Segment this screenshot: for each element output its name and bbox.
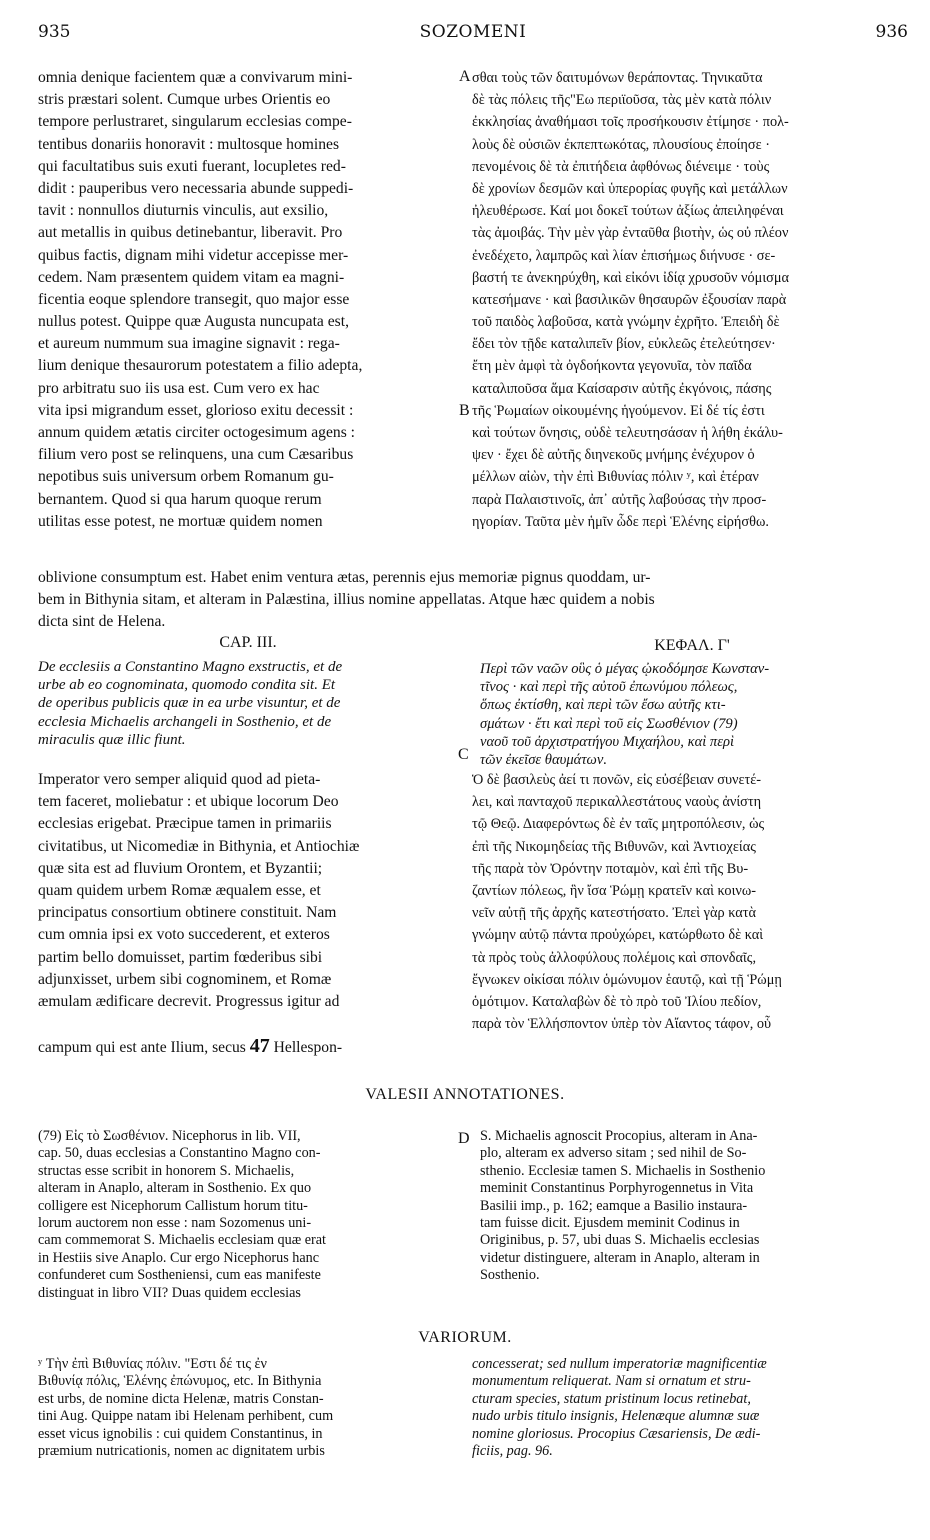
greek-chapter-title-line: τῖνος · καὶ περὶ τῆς αὐτοῦ ἐπωνύμου πόλεως, <box>480 679 738 696</box>
greek-text-line: τὰ πρὸς τοὺς ἀλλοφύλους πολέμοις καὶ σπονδαῖς, <box>472 949 757 966</box>
latin-text-line: tentibus donariis honoravit : multosque homines <box>38 135 340 153</box>
latin-text-line: annum quidem ætatis circiter octogesimum agens : <box>38 424 355 441</box>
greek-text-line: νεῖν αὐτῇ τῆς ἀρχῆς κατεστήσατο. Ἐπεὶ γὰρ κατὰ <box>472 905 757 922</box>
latin-text-line: tavit : nonnullos diuturnis vinculis, aut exsilio, <box>38 202 329 220</box>
greek-text-line: παρὰ τὸν Ἑλλήσποντον ὑπὲρ τὸν Αἴαντος τάφον, οὗ <box>472 1016 772 1033</box>
latin-text-line: pro arbitratu suo iis usa est. Cum vero ex hac <box>38 379 320 397</box>
greek-text-line: ηγορίαν. Ταῦτα μὲν ἡμῖν ὧδε περὶ Ἑλένης εἰρήσθω. <box>472 513 769 530</box>
latin-text-line: quibus factis, dignam mihi videtur accepisse mer- <box>38 246 349 264</box>
latin-text-line: quam quidem urbem Romæ æqualem esse, et <box>38 881 321 899</box>
greek-text-line: δὲ χρονίων δεσμῶν καὶ ὑπερορίας φυγῆς καὶ μετάλλων <box>472 180 788 197</box>
greek-text-line: καὶ τούτων ὄνησις, οὐδὲ τελευτησάσαν ἡ λήθη ἐκάλυ- <box>472 425 783 441</box>
annotation-line: cam commemorat S. Michaelis ecclesiam quæ erat <box>38 1232 326 1249</box>
latin-text-line: cum omnia ipsi ex voto succederent, et exteros <box>38 926 330 944</box>
latin-chapter-title <box>38 658 458 749</box>
latin-text-line: quæ sita est ad fluvium Orontem, et Byzantii; <box>38 859 323 877</box>
greek-column-top <box>472 67 912 533</box>
variorum-line: est urbs, de nomine dicta Helenæ, matris Constan- <box>38 1390 324 1407</box>
latin-text-line: bernantem. Quod si qua harum quoque rerum <box>38 490 322 508</box>
greek-text-line: ἐνεδέχετο, λαμπρῶς καὶ λίαν ἐπισήμως διήνυσε · σε- <box>472 247 776 264</box>
annotation-line: (79) Εἰς τὸ Σωσθένιον. Nicephorus in lib. VII, <box>38 1128 301 1144</box>
latin-text-line: tem faceret, moliebatur : et ubique locorum Deo <box>38 793 339 811</box>
right-page-number: 936 <box>875 22 908 42</box>
latin-last-text-a: campum qui est ante Ilium, secus <box>38 1039 250 1056</box>
latin-last-text-b: Hellespon- <box>269 1039 343 1056</box>
variorum-line: esset vicus ignobilis : cui quidem Constantinus, in <box>38 1425 323 1442</box>
variorum-line: monumentum reliquerat. Nam si ornatum et stru- <box>472 1373 751 1390</box>
greek-text-line: ἠλευθέρωσε. Καί μοι δοκεῖ τούτων ἀξίως ἀπειληφέναι <box>472 203 784 220</box>
greek-text-line: λοὺς δὲ οὐσιῶν ἐκπεπτωκότας, πλουσίους ἐποίησε · <box>472 136 770 153</box>
left-page-number: 935 <box>38 22 71 42</box>
latin-text-line: ecclesias erigebat. Præcipue tamen in primariis <box>38 815 332 833</box>
annotation-line: plo, alteram ex adverso sitam ; sed nihil de So- <box>480 1145 747 1162</box>
margin-marker-d: D <box>458 1130 470 1147</box>
greek-text-line: βαστή τε ἀνεκηρύχθη, καὶ εἰκόνι ἰδίᾳ χρυσοῦν νόμισμα <box>472 269 790 286</box>
annotation-line: in Hestiis sive Anaplo. Cur ergo Nicephorus hanc <box>38 1249 320 1266</box>
greek-text-line: σθαι τοὺς τῶν δαιτυμόνων θεράποντας. Τηνικαῦτα <box>472 70 763 86</box>
latin-text-line: stris præstari solent. Cumque urbes Orientis eo <box>38 91 331 109</box>
greek-text-line: πενομένοις δὲ τὰ ἐπιτήδεια ἀφθόνως διένειμε · τοὺς <box>472 158 770 175</box>
variorum-notes-left <box>38 1356 458 1460</box>
latin-text-line: civitatibus, ut Nicomediæ in Bithynia, et Antiochiæ <box>38 837 360 855</box>
variorum-line: nudo urbis titulo insignis, Helenæque alumnæ suæ <box>472 1408 760 1425</box>
latin-text-line: cedem. Nam præsentem quidem vitam ea magni- <box>38 268 345 286</box>
latin-text-line: utilitas esse potest, ne mortuæ quidem nomen <box>38 512 323 530</box>
annotation-line: tam fuisse dicit. Ejusdem meminit Codinus in <box>480 1214 740 1231</box>
variorum-heading: VARIORUM. <box>418 1329 512 1346</box>
latin-text-line: æmulam ædificare decrevit. Progressus igitur ad <box>38 992 340 1010</box>
greek-text-line: γνώμην αὐτῷ πάντα προὐχώρει, κατώρθωτο δὲ καὶ <box>472 927 764 944</box>
greek-chapter-title <box>480 660 912 769</box>
greek-text-line: κατεσήμανε · καὶ βασιλικῶν θησαυρῶν ἐξουσίαν παρὰ <box>472 291 787 308</box>
variorum-line: cturam species, statum pristinum locus retinebat, <box>472 1390 751 1407</box>
latin-text-line: tempore perlustraret, singularum ecclesias compe- <box>38 113 352 131</box>
valesii-notes-left <box>38 1128 458 1302</box>
latin-text-line: adjunxisset, urbem sibi cognominem, et Romæ <box>38 970 332 988</box>
annotation-line: videtur distinguere, alteram in Anaplo, alteram in <box>480 1249 760 1266</box>
latin-text-line: Imperator vero semper aliquid quod ad pieta- <box>38 771 321 788</box>
greek-text-line: ὁμότιμον. Καταλαβὼν δὲ τὸ πρὸ τοῦ Ἰλίου πεδίον, <box>472 993 762 1010</box>
annotation-line: distinguat in libro VII? Duas quidem ecclesias <box>38 1284 301 1301</box>
greek-chapter-title-line: ναοῦ τοῦ ἀρχιστρατήγου Μιχαήλου, καὶ περὶ <box>480 733 735 750</box>
latin-chapter-title-line: miraculis quæ illic fiunt. <box>38 731 186 748</box>
running-title: SOZOMENI <box>419 22 527 42</box>
variorum-line: præmium nutricationis, nomen ac dignitatem urbis <box>38 1442 325 1459</box>
valesii-notes-right <box>480 1128 912 1285</box>
margin-marker-c: C <box>458 746 469 763</box>
greek-text-line: τῷ Θεῷ. Διαφερόντως δὲ ἐν ταῖς μητροπόλεσιν, ὡς <box>472 816 765 833</box>
variorum-line: ʸ Τὴν ἐπὶ Βιθυνίας πόλιν. "Εστι δέ τις ἐν <box>38 1356 267 1372</box>
latin-text-line: nullus potest. Quippe quæ Augusta nuncupata est, <box>38 313 349 331</box>
variorum-line: ficiis, pag. 96. <box>472 1442 553 1459</box>
greek-chapter-title-line: σμάτων · ἔτι καὶ περὶ τοῦ εἰς Σωσθένιον (79) <box>480 715 738 732</box>
full-width-text-line: oblivione consumptum est. Habet enim ventura ætas, perennis ejus memoriæ pignus quoddam, ur- <box>38 569 651 586</box>
full-width-text-line: bem in Bithynia sitam, et alteram in Palæstina, illius nomine appellatas. Atque hæc quidem a nobis <box>38 591 655 609</box>
annotation-line: Sosthenio. <box>480 1267 540 1284</box>
annotation-line: structas esse scribit in honorem S. Michaelis, <box>38 1162 295 1179</box>
full-width-text-line: dicta sint de Helena. <box>38 613 166 631</box>
variorum-line: Βιθυνίᾳ πόλις, Ἑλένης ἐπώνυμος, etc. In Bithynia <box>38 1373 322 1390</box>
greek-chapter-title-line: Περὶ τῶν ναῶν οὓς ὁ μέγας ᾠκοδόμησε Κωνσταν- <box>480 661 770 677</box>
latin-text-line: principatus consortium obtinere constituit. Nam <box>38 904 337 922</box>
greek-text-line: Ὁ δὲ βασιλεὺς ἀεί τι πονῶν, εἰς εὐσέβειαν συνετέ- <box>472 772 761 788</box>
latin-text-line: et aureum nummum sua imagine signavit : rega- <box>38 335 340 353</box>
variorum-line: tini Aug. Quippe natam ibi Helenam perhibent, cum <box>38 1408 334 1425</box>
latin-text-line: qui facultatibus suis exuti fuerant, locupletes red- <box>38 157 346 175</box>
variorum-notes-right <box>472 1356 912 1460</box>
section-number-47: 47 <box>249 1035 270 1057</box>
greek-chapter-title-line: ὅπως ἐκτίσθη, καὶ περὶ τῶν ἔσω αὐτῆς κτι- <box>480 697 726 714</box>
greek-text-line: παρὰ Παλαιστινοῖς, ἀπ᾽ αὐτῆς λαβούσας τὴν προσ- <box>472 491 767 508</box>
greek-text-line: δὲ τὰς πόλεις τῆς"Εω περιϊοῦσα, τὰς μὲν κατὰ πόλιν <box>472 92 772 109</box>
greek-column-bottom <box>472 769 912 1035</box>
latin-text-line: ficentia eoque splendore transegit, quo major esse <box>38 290 350 308</box>
greek-text-line: ἔδει τὸν τῇδε καταλιπεῖν βίον, εὐκλεῶς ἐτελεύτησεν· <box>472 336 776 353</box>
latin-chapter-title-line: urbe ab eo cognominata, quomodo condita sit. Et <box>38 677 336 694</box>
latin-chapter-title-line: de operibus publicis quæ in ea urbe visuntur, et de <box>38 695 341 712</box>
annotation-line: sthenio. Ecclesiæ tamen S. Michaelis in Sosthenio <box>480 1162 766 1179</box>
greek-text-line: καταλιποῦσα ἅμα Καίσαρσιν αὐτῆς ἐκγόνοις, πάσης <box>472 380 772 397</box>
latin-text-line: omnia denique facientem quæ a convivarum mini- <box>38 69 353 86</box>
annotation-line: meminit Constantinus Porphyrogennetus in Vita <box>480 1180 754 1197</box>
greek-text-line: μέλλων αἰὼν, τὴν ἐπὶ Βιθυνίας πόλιν ʸ, καὶ ἑτέραν <box>472 469 759 486</box>
latin-chapter-heading: CAP. III. <box>219 634 277 651</box>
greek-text-line: ψεν · ἔχει δὲ αὐτῆς διηνεκοῦς μνήμης ἐνέχυρον ὁ <box>472 447 755 464</box>
annotation-line: Originibus, p. 57, ubi duas S. Michaelis ecclesias <box>480 1232 760 1249</box>
annotation-line: alteram in Anaplo, alteram in Sosthenio. Ex quo <box>38 1180 312 1197</box>
greek-chapter-title-line: τῶν ἐκεῖσε θαυμάτων. <box>480 751 607 768</box>
latin-text-line: didit : pauperibus vero necessaria abunde suppedi- <box>38 179 354 197</box>
greek-text-line: τῆς Ῥωμαίων οἰκουμένης ἡγούμενον. Εἰ δέ τίς ἐστι <box>472 402 765 419</box>
latin-text-line: nepotibus suis universum orbem Romanum gu- <box>38 468 334 486</box>
variorum-line: nomine gloriosus. Procopius Cæsariensis, De ædi- <box>472 1425 761 1442</box>
latin-chapter-title-line: De ecclesiis a Constantino Magno exstructis, et de <box>38 659 343 675</box>
greek-text-line: ζαντίων πόλεως, ἣν ἴσα Ῥώμῃ κρατεῖν καὶ κοινω- <box>472 882 757 899</box>
latin-chapter-title-line: ecclesia Michaelis archangeli in Sosthenio, et de <box>38 713 332 730</box>
latin-column-top <box>38 67 458 533</box>
greek-text-line: ἐπὶ τῆς Νικομηδείας τῆς Βιθυνῶν, καὶ Ἀντιοχείας <box>472 838 756 855</box>
latin-column-bottom <box>38 769 458 1013</box>
greek-text-line: λει, καὶ πανταχοῦ περικαλλεστάτους ναοὺς ἀνίστη <box>472 794 762 811</box>
greek-text-line: τῆς παρὰ τὸν Ὀρόντην ποταμὸν, καὶ ἐπὶ τῆς Βυ- <box>472 860 749 877</box>
annotation-line: S. Michaelis agnoscit Procopius, alteram in Ana- <box>480 1128 758 1144</box>
latin-text-line: filium vero post se relinquens, una cum Cæsaribus <box>38 446 354 464</box>
margin-marker-a: A <box>459 68 471 85</box>
greek-chapter-heading: ΚΕΦΑΛ. Γ' <box>654 637 730 654</box>
running-header <box>38 22 908 48</box>
greek-text-line: ἔγνωκεν οἰκίσαι πόλιν ὁμώνυμον ἑαυτῷ, καὶ τῇ Ῥώμῃ <box>472 971 782 988</box>
margin-marker-b: B <box>459 402 470 419</box>
annotation-line: confunderet cum Sostheniensi, cum eas manifeste <box>38 1267 321 1284</box>
latin-text-line: partim bello domuisset, partim fœderibus sibi <box>38 948 323 966</box>
greek-text-line: τοῦ παιδὸς λαβοῦσα, κατὰ γνώμην ἐχρῆτο. Ἐπειδὴ δὲ <box>472 314 780 331</box>
annotation-line: colligere est Nicephorum Callistum horum titu- <box>38 1197 308 1214</box>
greek-text-line: ἔτη μὲν ἀμφὶ τὰ ὀγδοήκοντα γεγονυῖα, τὸν παῖδα <box>472 358 752 375</box>
annotation-line: lorum auctorem non esse : nam Sozomenus uni- <box>38 1214 312 1231</box>
valesii-heading: VALESII ANNOTATIONES. <box>365 1086 565 1103</box>
latin-text-line: aut metallis in quibus detinebantur, liberavit. Pro <box>38 224 343 242</box>
greek-text-line: ἐκκλησίας ἀναθήμασι τοῖς προσήκουσιν ἐτίμησε · πολ- <box>472 114 789 131</box>
latin-text-line: vita ipsi migrandum esset, glorioso exitu decessit : <box>38 401 354 419</box>
latin-text-line: lium denique thesaurorum potestatem a filio adepta, <box>38 357 363 375</box>
annotation-line: cap. 50, duas ecclesias a Constantino Magno con- <box>38 1145 321 1162</box>
annotation-line: Basilii imp., p. 162; eamque a Basilio instaura- <box>480 1197 748 1214</box>
full-width-lines <box>38 567 912 634</box>
greek-text-line: τὰς ἀμοιβάς. Τὴν μὲν γὰρ ἐνταῦθα βιοτὴν, ὡς οὐ πλέον <box>472 225 789 242</box>
variorum-line: concesserat; sed nullum imperatoriæ magnificentiæ <box>472 1356 767 1372</box>
latin-last-line <box>38 1035 458 1057</box>
